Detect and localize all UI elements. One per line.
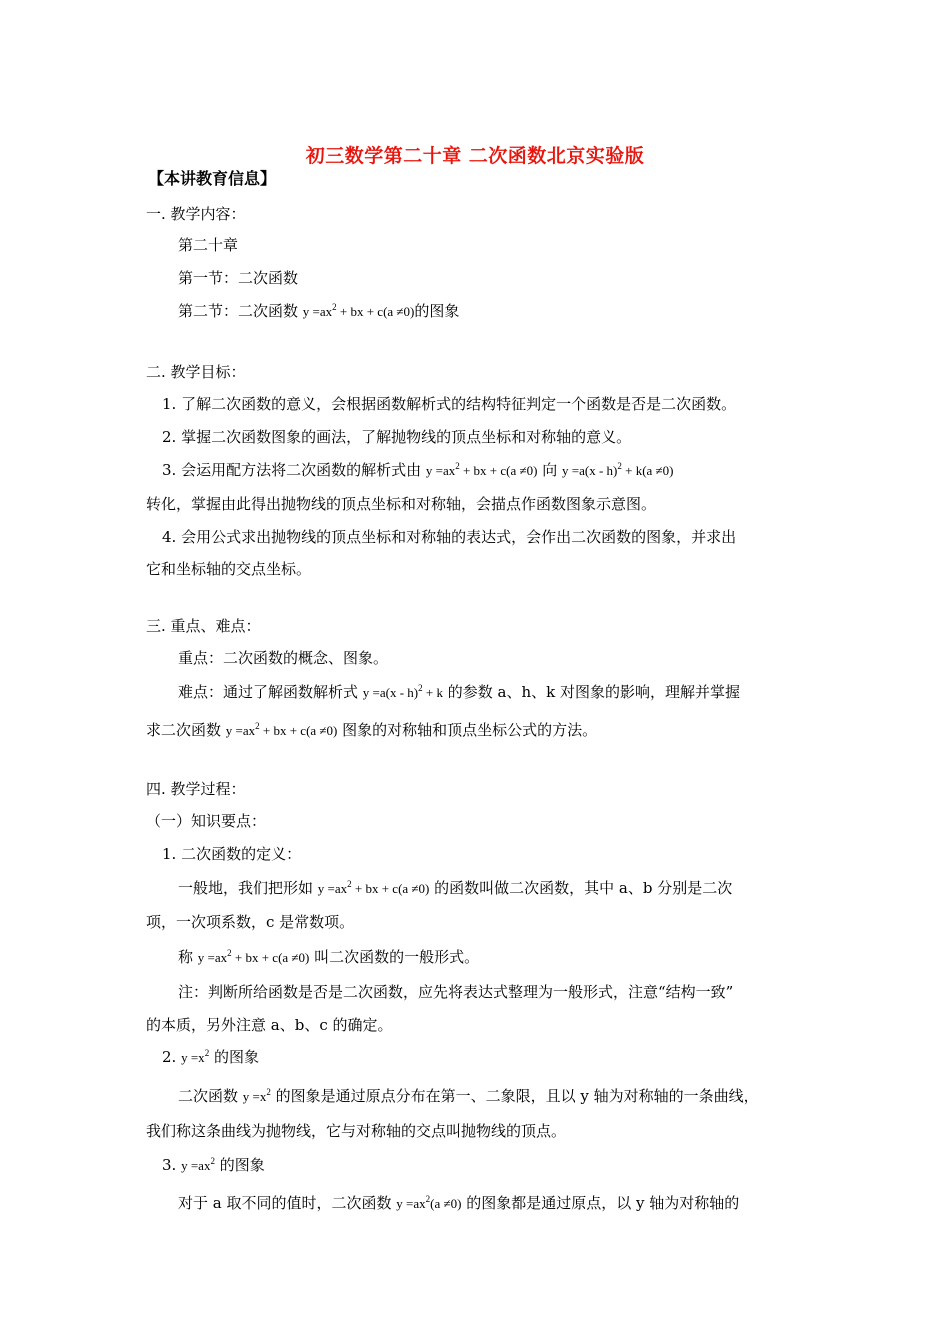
point-1-heading: 1. 二次函数的定义： xyxy=(162,845,302,863)
s1-line-3 xyxy=(178,302,459,321)
exponent: 2 xyxy=(418,683,423,693)
goal-1: 1. 了解二次函数的意义，会根据函数解析式的结构特征判定一个函数是否是二次函数。 xyxy=(162,395,737,413)
point-2-cont: 我们称这条曲线为抛物线，它与对称轴的交点叫抛物线的顶点。 xyxy=(146,1122,567,1140)
info-heading: 【本讲教育信息】 xyxy=(148,169,277,188)
exponent: 2 xyxy=(204,1048,210,1058)
formula-part: y =ax xyxy=(302,304,333,319)
text-run: 的函数叫做二次函数，其中 a、b 分别是二次 xyxy=(429,879,733,897)
document-title: 初三数学第二十章 二次函数北京实验版 xyxy=(305,145,645,167)
section-2-heading: 二. 教学目标： xyxy=(146,363,246,381)
formula xyxy=(426,463,538,478)
formula xyxy=(562,463,674,478)
text-run: 的图象 xyxy=(214,1156,265,1174)
exponent: 2 xyxy=(255,721,260,731)
formula-part: + k xyxy=(422,685,443,700)
formula-part: y =x xyxy=(242,1089,267,1104)
formula xyxy=(318,881,430,896)
goal-3-cont: 转化，掌握由此得出抛物线的顶点坐标和对称轴，会描点作函数图象示意图。 xyxy=(146,495,657,513)
formula xyxy=(396,1196,461,1211)
text-run: 一般地，我们把形如 xyxy=(178,879,318,897)
point-2-heading xyxy=(162,1048,259,1067)
exponent: 2 xyxy=(617,461,622,471)
text-run: 的参数 a、h、k 对图象的影响，理解并掌握 xyxy=(442,683,740,701)
formula xyxy=(226,723,338,738)
text-run: 图象的对称轴和顶点坐标公式的方法。 xyxy=(337,721,598,739)
formula-part: + k(a ≠0) xyxy=(621,463,674,478)
s1-line-1: 第二十章 xyxy=(178,236,239,254)
subsection-heading: （一）知识要点： xyxy=(146,812,267,830)
section-4-heading: 四. 教学过程： xyxy=(146,780,246,798)
text-run: 称 xyxy=(178,948,198,966)
formula-part: + bx + c(a ≠0) xyxy=(336,304,415,319)
text-run: 的图象 xyxy=(414,302,460,320)
note-cont: 的本质，另外注意 a、b、c 的确定。 xyxy=(146,1016,393,1034)
point-3-heading xyxy=(162,1156,265,1175)
text-run: 叫二次函数的一般形式。 xyxy=(309,948,480,966)
formula xyxy=(243,1089,271,1104)
formula-part: y =x xyxy=(181,1050,205,1065)
text-run: 对于 a 取不同的值时，二次函数 xyxy=(178,1194,397,1212)
text-run: 二次函数 xyxy=(178,1087,243,1105)
text-run: 的图象是通过原点分布在第一、二象限，且以 y 轴为对称轴的一条曲线， xyxy=(270,1087,759,1105)
formula-part: + bx + c(a ≠0) xyxy=(259,723,338,738)
formula-part: y =ax xyxy=(181,1158,211,1173)
section-3-heading: 三. 重点、难点： xyxy=(146,617,261,635)
text-run: 第二节：二次函数 xyxy=(178,302,303,320)
text-run: 难点：通过了解函数解析式 xyxy=(178,683,363,701)
text-run: 3. xyxy=(162,1156,182,1174)
s1-line-2: 第一节：二次函数 xyxy=(178,269,299,287)
formula-part: y =a(x - h) xyxy=(562,463,618,478)
formula-part: + bx + c(a ≠0) xyxy=(459,463,538,478)
exponent: 2 xyxy=(266,1087,271,1097)
text-run: 求二次函数 xyxy=(146,721,226,739)
formula-part: y =ax xyxy=(425,463,456,478)
point-2-text xyxy=(178,1087,759,1106)
text-run: 的图象 xyxy=(209,1048,259,1066)
exponent: 2 xyxy=(425,1194,431,1204)
formula-part: + bx + c(a ≠0) xyxy=(231,950,310,965)
exponent: 2 xyxy=(455,461,460,471)
text-run: 向 xyxy=(537,461,563,479)
goal-4-cont: 它和坐标轴的交点坐标。 xyxy=(146,560,312,578)
text-run: 3. 会运用配方法将二次函数的解析式由 xyxy=(162,461,426,479)
formula xyxy=(303,304,415,319)
formula-part: y =ax xyxy=(396,1196,426,1211)
text-run: 的图象都是通过原点，以 y 轴为对称轴的 xyxy=(461,1194,740,1212)
exponent: 2 xyxy=(210,1156,215,1166)
formula xyxy=(198,950,310,965)
goal-2: 2. 掌握二次函数图象的画法，了解抛物线的顶点坐标和对称轴的意义。 xyxy=(162,428,632,446)
point-1-cont: 项，一次项系数，c 是常数项。 xyxy=(146,913,355,931)
point-1-general-form xyxy=(178,948,479,967)
section-1-heading: 一. 教学内容： xyxy=(146,205,246,223)
difficult-point xyxy=(178,683,740,702)
point-1-text xyxy=(178,879,732,898)
key-point: 重点：二次函数的概念、图象。 xyxy=(178,649,389,667)
formula xyxy=(363,685,443,700)
formula-part: + bx + c(a ≠0) xyxy=(351,881,430,896)
formula-part: y =ax xyxy=(225,723,256,738)
formula-part: y =a(x - h) xyxy=(362,685,419,700)
exponent: 2 xyxy=(332,302,337,312)
formula-part: y =ax xyxy=(197,950,228,965)
formula-part: y =ax xyxy=(317,881,348,896)
formula xyxy=(181,1050,209,1065)
goal-3 xyxy=(162,461,674,480)
point-3-text xyxy=(178,1194,739,1213)
formula-part: (a ≠0) xyxy=(430,1196,462,1211)
text-run: 2. xyxy=(162,1048,182,1066)
goal-4: 4. 会用公式求出抛物线的顶点坐标和对称轴的表达式，会作出二次函数的图象，并求出 xyxy=(162,528,737,546)
note: 注：判断所给函数是否是二次函数，应先将表达式整理为一般形式，注意“结构一致” xyxy=(178,983,734,1001)
exponent: 2 xyxy=(227,948,232,958)
difficult-point-cont xyxy=(146,721,597,740)
formula xyxy=(181,1158,215,1173)
exponent: 2 xyxy=(347,879,352,889)
